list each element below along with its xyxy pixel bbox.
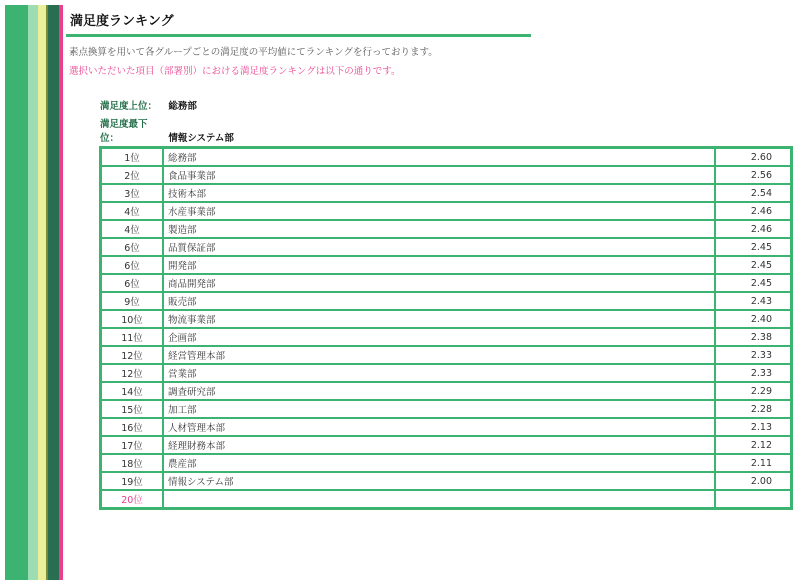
rank-cell: 4位 — [101, 202, 164, 220]
score-cell: 2.43 — [715, 292, 792, 310]
table-row — [101, 274, 792, 292]
name-cell: 加工部 — [163, 400, 715, 418]
table-row — [101, 382, 792, 400]
rank-cell: 6位 — [101, 274, 164, 292]
page-title: 満足度ランキング — [70, 14, 174, 29]
score-cell: 2.46 — [715, 202, 792, 220]
table-row — [101, 346, 792, 364]
name-cell: 人材管理本部 — [163, 418, 715, 436]
name-cell: 経営管理本部 — [163, 346, 715, 364]
table-row — [101, 418, 792, 436]
table-row — [101, 364, 792, 382]
score-cell: 2.60 — [715, 148, 792, 167]
rank-cell: 17位 — [101, 436, 164, 454]
name-cell: 情報システム部 — [163, 472, 715, 490]
rank-cell: 10位 — [101, 310, 164, 328]
name-cell: 技術本部 — [163, 184, 715, 202]
stripe — [59, 5, 63, 580]
rank-cell: 11位 — [101, 328, 164, 346]
table-row — [101, 238, 792, 256]
score-cell: 2.45 — [715, 256, 792, 274]
name-cell: 製造部 — [163, 220, 715, 238]
table-row — [101, 184, 792, 202]
rank-cell: 14位 — [101, 382, 164, 400]
score-cell: 2.56 — [715, 166, 792, 184]
summary-bottom-value: 情報システム部 — [168, 133, 234, 144]
name-cell: 農産部 — [163, 454, 715, 472]
name-cell: 経理財務本部 — [163, 436, 715, 454]
decorative-stripes — [5, 5, 63, 580]
selection-note: 選択いただいた項目（部署別）における満足度ランキングは以下の通りです。 — [69, 66, 401, 77]
rank-cell: 4位 — [101, 220, 164, 238]
table-row — [101, 292, 792, 310]
score-cell: 2.38 — [715, 328, 792, 346]
score-cell: 2.29 — [715, 382, 792, 400]
rank-cell: 16位 — [101, 418, 164, 436]
score-cell: 2.40 — [715, 310, 792, 328]
table-row — [101, 472, 792, 490]
rank-cell: 12位 — [101, 364, 164, 382]
table-row — [101, 256, 792, 274]
summary-top — [100, 98, 197, 112]
score-cell: 2.33 — [715, 364, 792, 382]
summary-top-value: 総務部 — [168, 101, 197, 112]
rank-cell: 12位 — [101, 346, 164, 364]
description: 素点換算を用いて各グループごとの満足度の平均値にてランキングを行っております。 — [69, 47, 438, 58]
rank-cell: 1位 — [101, 148, 164, 167]
summary-bottom-label: 満足度最下位： — [100, 119, 148, 144]
name-cell: 商品開発部 — [163, 274, 715, 292]
rank-cell: 6位 — [101, 256, 164, 274]
table-row — [101, 436, 792, 454]
table-row — [101, 148, 792, 167]
stripe — [48, 5, 59, 580]
rank-cell: 20位 — [101, 490, 164, 509]
score-cell: 2.00 — [715, 472, 792, 490]
summary-top-label: 満足度上位： — [100, 101, 158, 112]
score-cell: 2.46 — [715, 220, 792, 238]
score-cell — [715, 490, 792, 509]
name-cell: 総務部 — [163, 148, 715, 167]
rank-cell: 3位 — [101, 184, 164, 202]
name-cell: 物流事業部 — [163, 310, 715, 328]
score-cell: 2.33 — [715, 346, 792, 364]
stripe — [38, 5, 46, 580]
ranking-table — [99, 146, 793, 510]
rank-cell: 6位 — [101, 238, 164, 256]
name-cell: 水産事業部 — [163, 202, 715, 220]
rank-cell: 19位 — [101, 472, 164, 490]
name-cell: 食品事業部 — [163, 166, 715, 184]
summary-bottom — [100, 116, 234, 144]
table-row — [101, 328, 792, 346]
score-cell: 2.12 — [715, 436, 792, 454]
table-row — [101, 220, 792, 238]
stripe — [28, 5, 38, 580]
rank-cell: 15位 — [101, 400, 164, 418]
score-cell: 2.54 — [715, 184, 792, 202]
table-row — [101, 166, 792, 184]
name-cell: 営業部 — [163, 364, 715, 382]
rank-cell: 2位 — [101, 166, 164, 184]
rank-cell: 9位 — [101, 292, 164, 310]
name-cell: 品質保証部 — [163, 238, 715, 256]
name-cell: 開発部 — [163, 256, 715, 274]
score-cell: 2.13 — [715, 418, 792, 436]
name-cell: 販売部 — [163, 292, 715, 310]
score-cell: 2.28 — [715, 400, 792, 418]
rank-cell: 18位 — [101, 454, 164, 472]
score-cell: 2.11 — [715, 454, 792, 472]
stripe — [5, 5, 28, 580]
name-cell: 調査研究部 — [163, 382, 715, 400]
name-cell — [163, 490, 715, 509]
table-row — [101, 310, 792, 328]
table-row — [101, 202, 792, 220]
title-divider — [66, 34, 531, 37]
score-cell: 2.45 — [715, 274, 792, 292]
name-cell: 企画部 — [163, 328, 715, 346]
score-cell: 2.45 — [715, 238, 792, 256]
table-row — [101, 454, 792, 472]
table-row — [101, 490, 792, 509]
table-row — [101, 400, 792, 418]
